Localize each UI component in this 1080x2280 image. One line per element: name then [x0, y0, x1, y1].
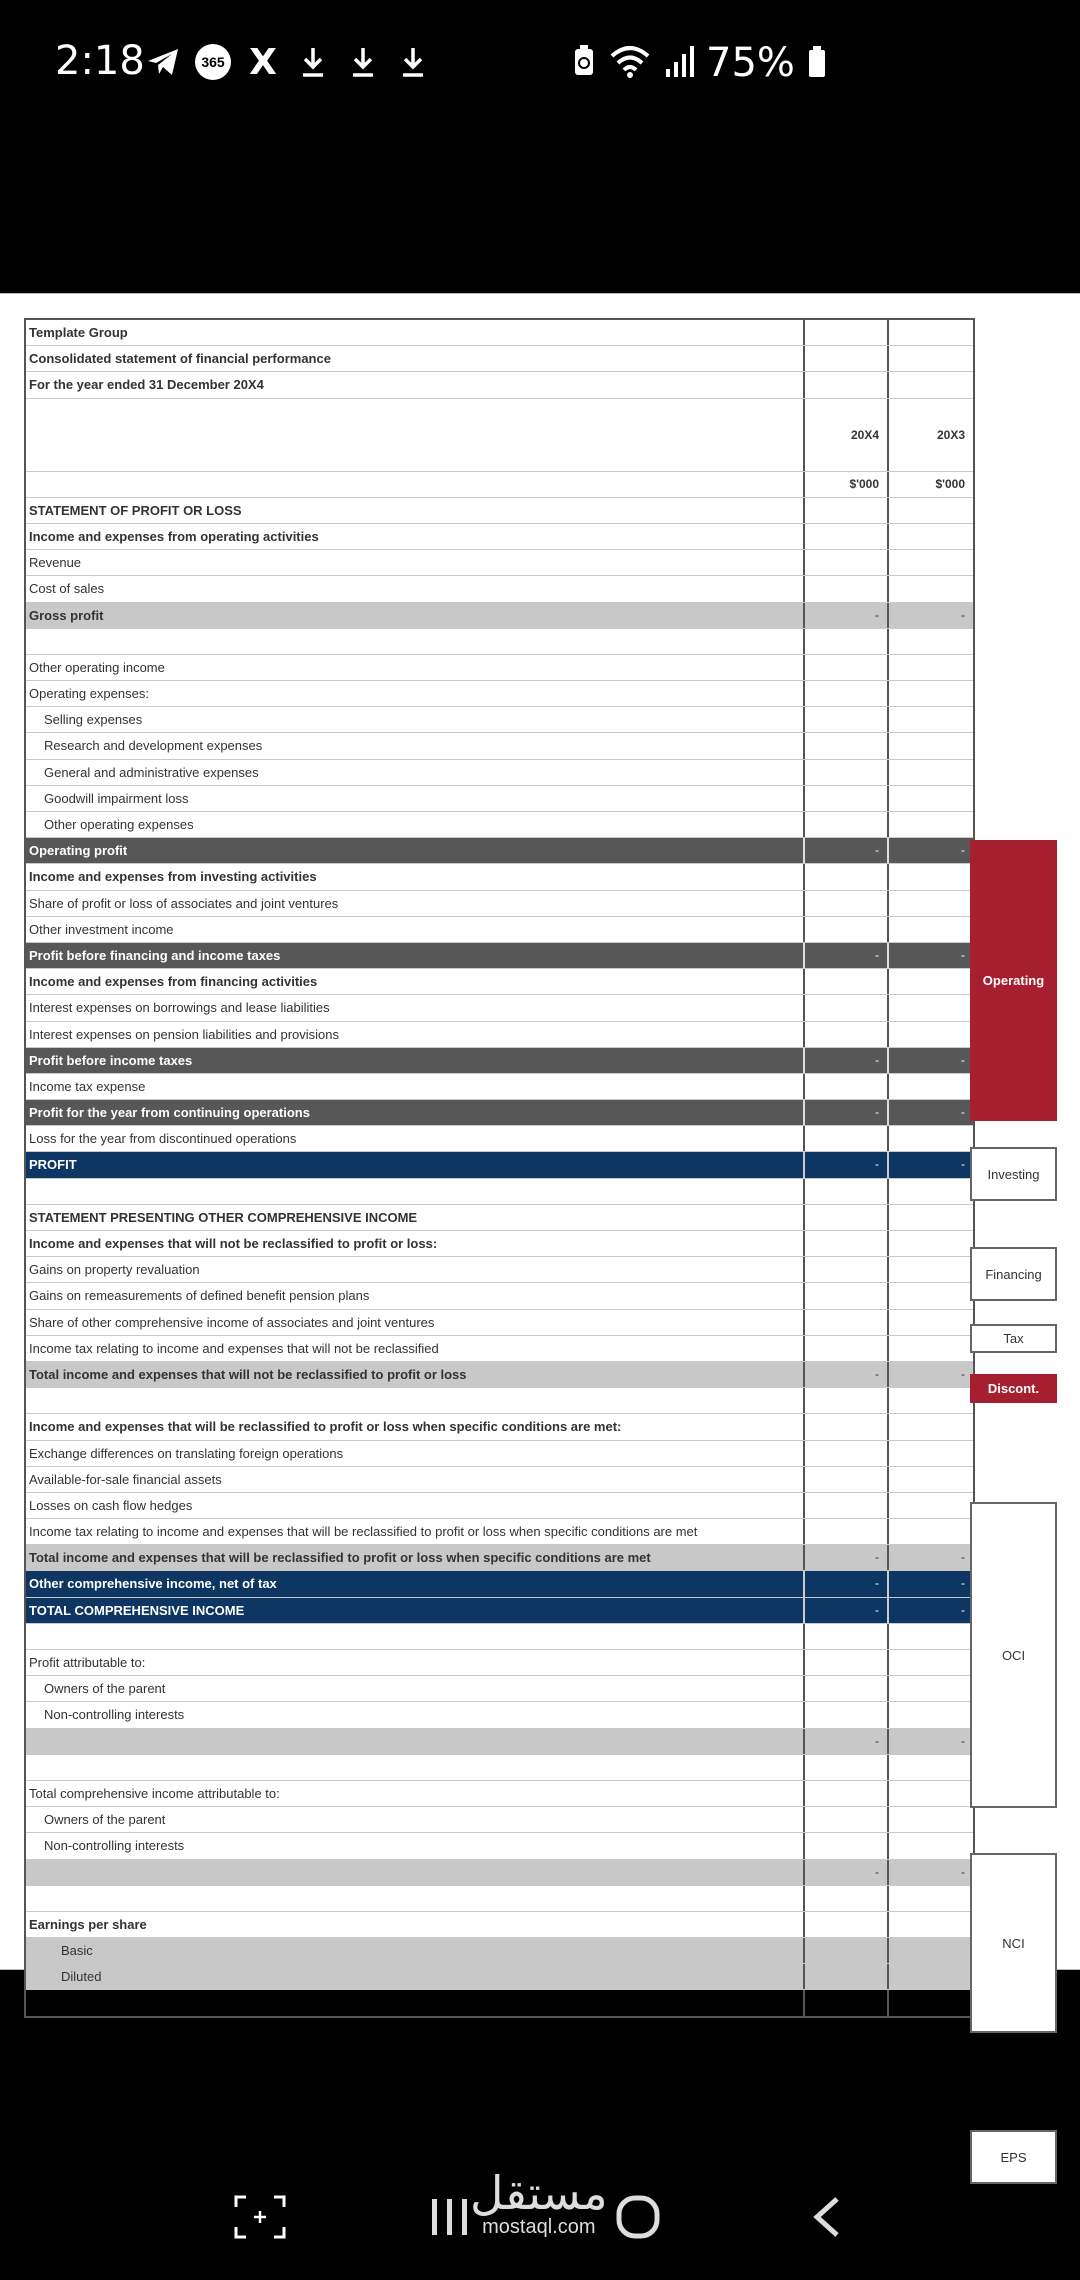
row-label: Revenue [29, 555, 82, 571]
recent-apps-icon[interactable] [428, 2192, 472, 2242]
cell-value: - [961, 1864, 965, 1879]
value-cell-20x3 [887, 917, 973, 942]
value-cell-20x3 [887, 550, 973, 575]
category-tag-financing: Financing [970, 1247, 1057, 1301]
value-cell-20x3 [887, 1912, 973, 1937]
statement-row [26, 1964, 973, 1990]
value-cell-20x4 [803, 1545, 887, 1570]
cell-value: - [961, 1366, 965, 1381]
statement-row [26, 1833, 973, 1859]
watermark [470, 2166, 608, 2238]
value-cell-20x4 [803, 1729, 887, 1754]
statement-row [26, 1729, 973, 1755]
value-cell-20x3 [887, 891, 973, 916]
statement-row [26, 969, 973, 995]
row-label: Available-for-sale financial assets [29, 1471, 222, 1487]
statement-row [26, 498, 973, 524]
value-cell-20x3 [887, 1571, 973, 1596]
value-cell-20x3 [887, 1860, 973, 1885]
value-cell-20x4 [803, 1022, 887, 1047]
value-cell-20x4 [803, 1074, 887, 1099]
row-label: TOTAL COMPREHENSIVE INCOME [29, 1602, 245, 1618]
row-label: Total comprehensive income attributable to: [29, 1785, 280, 1801]
value-cell-20x3 [887, 603, 973, 628]
row-label: STATEMENT OF PROFIT OR LOSS [29, 502, 242, 518]
watermark-arabic: مستقل [470, 2166, 608, 2220]
row-label: Income and expenses that will be reclassified to profit or loss when specific conditions are met: [29, 1419, 622, 1435]
value-cell-20x3 [887, 1336, 973, 1361]
value-cell-20x4 [803, 1441, 887, 1466]
value-cell-20x3 [887, 1519, 973, 1544]
row-label: Other investment income [29, 921, 174, 937]
row-label: Total income and expenses that will be reclassified to profit or loss when specific conditions are met [29, 1550, 651, 1566]
value-cell-20x3 [887, 1179, 973, 1204]
row-label: Profit attributable to: [29, 1655, 146, 1670]
value-cell-20x3 [887, 576, 973, 601]
value-cell-20x3 [887, 1362, 973, 1387]
row-label: Income and expenses from operating activities [29, 528, 319, 544]
statement-row [26, 1860, 973, 1886]
col-20x3-units: $'000 [935, 476, 965, 491]
value-cell-20x3 [887, 1493, 973, 1518]
value-cell-20x3 [887, 1886, 973, 1911]
statement-row [26, 1938, 973, 1964]
cell-value: - [961, 1602, 965, 1617]
value-cell-20x4 [803, 1283, 887, 1308]
battery-percent: 75% [706, 40, 795, 86]
statement-row [26, 760, 973, 786]
value-cell-20x3 [887, 1257, 973, 1282]
value-cell-20x4 [803, 917, 887, 942]
value-cell-20x3 [887, 786, 973, 811]
value-cell-20x4 [803, 655, 887, 680]
value-cell-20x4 [803, 1938, 887, 1963]
statement-row [26, 1545, 973, 1571]
cell-value: - [961, 947, 965, 962]
value-cell-20x4 [803, 1152, 887, 1177]
cell-value: - [875, 1864, 879, 1879]
value-cell-20x4 [803, 1493, 887, 1518]
value-cell-20x4 [803, 1571, 887, 1596]
value-cell-20x3 [887, 1283, 973, 1308]
row-label: Income tax expense [29, 1078, 146, 1094]
row-label: Selling expenses [44, 712, 143, 728]
statement-row [26, 812, 973, 838]
value-cell-20x4 [803, 576, 887, 601]
statement-row [26, 1598, 973, 1624]
value-cell-20x4 [803, 524, 887, 549]
category-tag-nci: NCI [970, 1853, 1057, 2033]
row-label: Income and expenses from financing activities [29, 974, 318, 990]
row-label: STATEMENT PRESENTING OTHER COMPREHENSIVE INCOME [29, 1209, 418, 1225]
statement-row [26, 864, 973, 890]
battery-saver-icon [572, 45, 596, 82]
statement-row [26, 1990, 973, 2015]
period-row [26, 372, 973, 398]
row-label: Operating profit [29, 843, 128, 859]
statement-row [26, 891, 973, 917]
value-cell-20x4 [803, 1205, 887, 1230]
value-cell-20x3 [887, 995, 973, 1020]
value-cell-20x4 [803, 629, 887, 654]
value-cell-20x4 [803, 786, 887, 811]
statement-row [26, 1755, 973, 1781]
statement-row [26, 1231, 973, 1257]
watermark-latin: mostaql.com [482, 2216, 596, 2238]
statement-row [26, 1467, 973, 1493]
value-cell-20x4 [803, 1467, 887, 1492]
download-icon [345, 44, 381, 80]
value-cell-20x3 [887, 1781, 973, 1806]
value-cell-20x4 [803, 1048, 887, 1073]
download-icon [395, 44, 431, 80]
cell-value: - [875, 1733, 879, 1748]
row-label: Profit for the year from continuing operations [29, 1105, 310, 1121]
system-status [572, 40, 827, 86]
value-cell-20x4 [803, 1100, 887, 1125]
value-cell-20x3 [887, 1990, 973, 2015]
screenshot-capture-icon[interactable] [232, 2192, 288, 2242]
value-cell-20x3 [887, 524, 973, 549]
row-label: Total income and expenses that will not be reclassified to profit or loss [29, 1366, 467, 1382]
value-cell-20x3 [887, 864, 973, 889]
row-label: Income and expenses that will not be reclassified to profit or loss: [29, 1236, 438, 1251]
statement-row [26, 1100, 973, 1126]
row-label: Operating expenses: [29, 686, 149, 702]
value-cell-20x4 [803, 1807, 887, 1832]
value-cell-20x3 [887, 681, 973, 706]
cell-value: - [961, 1550, 965, 1565]
statement-rows [26, 498, 973, 2016]
value-cell-20x3 [887, 943, 973, 968]
statement-row [26, 1650, 973, 1676]
statement-row [26, 1336, 973, 1362]
value-cell-20x4 [803, 969, 887, 994]
category-tag-operating: Operating [970, 840, 1057, 1121]
row-label: Cost of sales [29, 581, 105, 597]
value-cell-20x4 [803, 1990, 887, 2015]
value-cell-20x4 [803, 812, 887, 837]
value-cell-20x4 [803, 1912, 887, 1937]
value-cell-20x4 [803, 1126, 887, 1151]
statement-row [26, 576, 973, 602]
category-tag-eps: EPS [970, 2130, 1057, 2184]
row-label: Gains on property revaluation [29, 1262, 200, 1278]
value-cell-20x3 [887, 1650, 973, 1675]
row-label: Gains on remeasurements of defined benefit pension plans [29, 1288, 370, 1304]
value-cell-20x3 [887, 1755, 973, 1780]
statement-row [26, 1179, 973, 1205]
value-cell-20x3 [887, 655, 973, 680]
row-label: Other operating income [29, 659, 165, 675]
col-20x4-header: 20X4 [850, 427, 879, 442]
statement-row [26, 1912, 973, 1938]
statement-row [26, 1362, 973, 1388]
statement-row [26, 1074, 973, 1100]
statement-title: Consolidated statement of financial performance [29, 351, 331, 367]
statement-row [26, 1493, 973, 1519]
value-cell-20x4 [803, 1388, 887, 1413]
cell-value: - [875, 1366, 879, 1381]
value-cell-20x3 [887, 1205, 973, 1230]
value-cell-20x4 [803, 707, 887, 732]
value-cell-20x4 [803, 733, 887, 758]
telegram-icon [145, 44, 181, 80]
value-cell-20x3 [887, 1100, 973, 1125]
row-label: Interest expenses on borrowings and lease liabilities [29, 1000, 330, 1016]
value-cell-20x4 [803, 1336, 887, 1361]
company-name-row [26, 320, 973, 346]
statement-row [26, 1781, 973, 1807]
value-cell-20x3 [887, 1152, 973, 1177]
value-cell-20x4 [803, 1519, 887, 1544]
value-cell-20x3 [887, 1833, 973, 1858]
value-cell-20x3 [887, 1729, 973, 1754]
statement-row [26, 1257, 973, 1283]
app-365-icon: 365 [195, 44, 231, 80]
statement-row [26, 733, 973, 759]
value-cell-20x4 [803, 1231, 887, 1256]
statement-row [26, 1519, 973, 1545]
value-cell-20x3 [887, 1231, 973, 1256]
cell-value: - [961, 607, 965, 622]
value-cell-20x4 [803, 1624, 887, 1649]
statement-row [26, 838, 973, 864]
statement-row [26, 1676, 973, 1702]
cell-value: - [875, 1157, 879, 1172]
row-label: Basic [61, 1943, 93, 1959]
category-tag-discont: Discont. [970, 1374, 1057, 1403]
statement-title-row [26, 346, 973, 372]
statement-row [26, 995, 973, 1021]
value-cell-20x4 [803, 1362, 887, 1387]
value-cell-20x3 [887, 1624, 973, 1649]
cell-value: - [961, 1576, 965, 1591]
value-cell-20x3 [887, 1310, 973, 1335]
value-cell-20x3 [887, 1702, 973, 1727]
statement-row [26, 1022, 973, 1048]
value-cell-20x3 [887, 1074, 973, 1099]
row-label: Other comprehensive income, net of tax [29, 1576, 277, 1592]
statement-row [26, 1441, 973, 1467]
value-cell-20x4 [803, 603, 887, 628]
row-label: Exchange differences on translating foreign operations [29, 1445, 344, 1461]
units-row [26, 472, 973, 498]
row-label: Earnings per share [29, 1916, 147, 1932]
value-cell-20x4 [803, 995, 887, 1020]
value-cell-20x4 [803, 1755, 887, 1780]
value-cell-20x3 [887, 812, 973, 837]
statement-row [26, 707, 973, 733]
value-cell-20x4 [803, 1781, 887, 1806]
value-cell-20x3 [887, 1467, 973, 1492]
statement-row [26, 1283, 973, 1309]
cell-value: - [875, 1576, 879, 1591]
value-cell-20x4 [803, 864, 887, 889]
row-label: PROFIT [29, 1157, 77, 1173]
statement-row [26, 1414, 973, 1440]
value-cell-20x4 [803, 1886, 887, 1911]
cell-value: - [961, 1157, 965, 1172]
cell-value: - [875, 1105, 879, 1120]
home-icon[interactable] [613, 2192, 663, 2242]
value-cell-20x3 [887, 1441, 973, 1466]
row-label: Share of other comprehensive income of associates and joint ventures [29, 1314, 435, 1330]
statement-row [26, 681, 973, 707]
row-label: Non-controlling interests [44, 1838, 185, 1854]
value-cell-20x4 [803, 943, 887, 968]
row-label: Income and expenses from investing activities [29, 869, 317, 885]
value-cell-20x3 [887, 969, 973, 994]
category-tag-investing: Investing [970, 1147, 1057, 1201]
row-label: Share of profit or loss of associates and joint ventures [29, 895, 339, 911]
value-cell-20x3 [887, 1022, 973, 1047]
cell-value: - [875, 1550, 879, 1565]
col-20x3-header: 20X3 [936, 427, 965, 442]
statement-row [26, 1152, 973, 1178]
category-tag-tax: Tax [970, 1324, 1057, 1353]
value-cell-20x4 [803, 1833, 887, 1858]
value-cell-20x3 [887, 1938, 973, 1963]
cell-value: - [875, 1602, 879, 1617]
value-cell-20x3 [887, 1964, 973, 1989]
statement-row [26, 1310, 973, 1336]
statement-row [26, 550, 973, 576]
statement-row [26, 1571, 973, 1597]
value-cell-20x3 [887, 1676, 973, 1701]
row-label: Research and development expenses [44, 738, 263, 754]
download-icon [295, 44, 331, 80]
value-cell-20x4 [803, 550, 887, 575]
row-label: Profit before financing and income taxes [29, 947, 281, 963]
statement-row [26, 1807, 973, 1833]
value-cell-20x3 [887, 760, 973, 785]
value-cell-20x4 [803, 1179, 887, 1204]
back-icon[interactable] [806, 2192, 846, 2242]
value-cell-20x3 [887, 707, 973, 732]
statement-row [26, 786, 973, 812]
row-label: General and administrative expenses [44, 764, 259, 780]
statement-row [26, 1886, 973, 1912]
row-label: Losses on cash flow hedges [29, 1497, 193, 1513]
document-sheet [0, 293, 1080, 2165]
row-label: Other operating expenses [44, 817, 194, 832]
statement-row [26, 1205, 973, 1231]
value-cell-20x3 [887, 1048, 973, 1073]
cell-value: - [961, 1733, 965, 1748]
wifi-icon [608, 44, 652, 83]
statement-row [26, 917, 973, 943]
statement-row [26, 524, 973, 550]
statement-row [26, 603, 973, 629]
value-cell-20x4 [803, 838, 887, 863]
period-label: For the year ended 31 December 20X4 [29, 377, 264, 393]
company-name: Template Group [29, 325, 128, 340]
row-label: Gross profit [29, 607, 104, 623]
value-cell-20x4 [803, 498, 887, 523]
row-label: Income tax relating to income and expenses that will be reclassified to profit or loss when specific conditions are met [29, 1524, 698, 1540]
statement-row [26, 655, 973, 681]
statement-row [26, 1702, 973, 1728]
value-cell-20x3 [887, 629, 973, 654]
value-cell-20x4 [803, 1257, 887, 1282]
statement-row [26, 1126, 973, 1152]
financial-statement-table [24, 318, 975, 2018]
value-cell-20x3 [887, 1545, 973, 1570]
cell-value: - [961, 1105, 965, 1120]
cell-value: - [875, 843, 879, 858]
year-header-row [26, 399, 973, 472]
value-cell-20x4 [803, 1860, 887, 1885]
statement-row [26, 1624, 973, 1650]
statement-row [26, 629, 973, 655]
value-cell-20x3 [887, 1414, 973, 1439]
value-cell-20x3 [887, 1388, 973, 1413]
cell-value: - [875, 1052, 879, 1067]
value-cell-20x4 [803, 681, 887, 706]
row-label: Loss for the year from discontinued operations [29, 1131, 297, 1147]
statement-row [26, 943, 973, 969]
row-label: Interest expenses on pension liabilities and provisions [29, 1026, 340, 1042]
value-cell-20x4 [803, 1598, 887, 1623]
row-label: Diluted [61, 1969, 102, 1985]
cell-value: - [961, 843, 965, 858]
value-cell-20x4 [803, 1702, 887, 1727]
value-cell-20x4 [803, 1676, 887, 1701]
statement-row [26, 1048, 973, 1074]
row-label: Non-controlling interests [44, 1707, 185, 1723]
value-cell-20x4 [803, 891, 887, 916]
value-cell-20x4 [803, 1310, 887, 1335]
value-cell-20x3 [887, 733, 973, 758]
notification-icons [145, 41, 431, 83]
cell-value: - [961, 1052, 965, 1067]
row-label: Owners of the parent [44, 1812, 166, 1828]
value-cell-20x4 [803, 1414, 887, 1439]
row-label: Profit before income taxes [29, 1052, 193, 1068]
value-cell-20x4 [803, 1650, 887, 1675]
row-label: Owners of the parent [44, 1681, 166, 1697]
signal-icon [664, 45, 694, 82]
x-icon: X [249, 41, 277, 83]
row-label: Income tax relating to income and expenses that will not be reclassified [29, 1340, 439, 1356]
value-cell-20x3 [887, 498, 973, 523]
value-cell-20x4 [803, 760, 887, 785]
value-cell-20x4 [803, 1964, 887, 1989]
battery-icon [807, 45, 827, 82]
status-bar [0, 0, 1080, 130]
value-cell-20x3 [887, 1807, 973, 1832]
statement-row [26, 1388, 973, 1414]
category-tag-oci: OCI [970, 1502, 1057, 1808]
value-cell-20x3 [887, 838, 973, 863]
col-20x4-units: $'000 [849, 476, 879, 491]
cell-value: - [875, 947, 879, 962]
value-cell-20x3 [887, 1126, 973, 1151]
row-label: Goodwill impairment loss [44, 790, 189, 806]
cell-value: - [875, 607, 879, 622]
value-cell-20x3 [887, 1598, 973, 1623]
status-time: 2:18 [55, 38, 145, 84]
